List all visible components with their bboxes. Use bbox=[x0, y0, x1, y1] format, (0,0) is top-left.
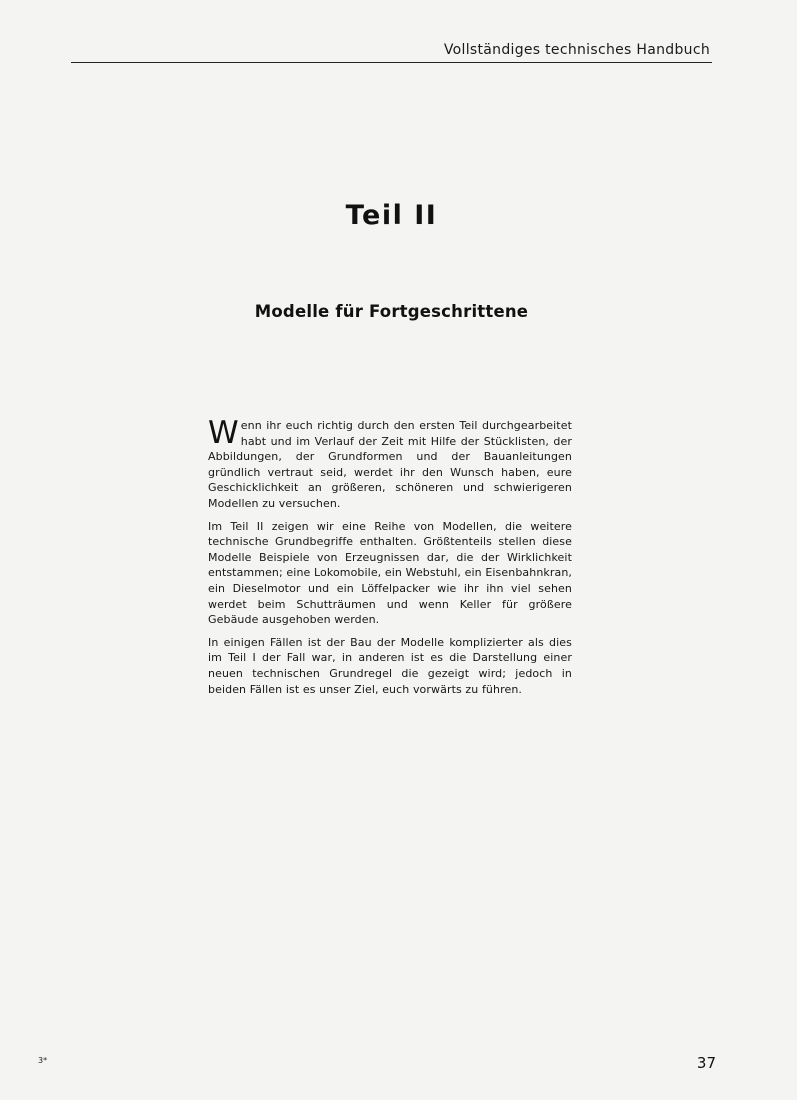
paragraph-intro bbox=[208, 415, 572, 512]
paragraph-goal: In einigen Fällen ist der Bau der Modelle komplizierter als dies im Teil I der Fall war, in anderen ist es die Darstellung einer neuen technischen Grundregel die gezeigt wird; jedoch in beiden Fällen ist es unser Ziel, euch vorwärts zu führen. bbox=[208, 635, 572, 696]
printer-signature-mark: 3* bbox=[38, 1056, 48, 1065]
header-rule bbox=[71, 62, 712, 63]
paragraph-intro-text: enn ihr euch richtig durch den ersten Teil durchgearbeitet habt und im Verlauf der Zeit mit Hilfe der Stücklisten, der Abbildungen, der Grundformen und der Bauanleitungen gründlich vertraut seid, werdet ihr den Wunsch haben, eure Geschicklichkeit an größeren, schöneren und schwierigeren Modellen zu versuchen. bbox=[208, 419, 572, 510]
part-subtitle: Modelle für Fortgeschrittene bbox=[254, 302, 529, 321]
part-title: Teil II bbox=[345, 200, 438, 231]
body-text bbox=[208, 415, 572, 697]
running-header-title: Vollständiges technisches Handbuch bbox=[443, 42, 710, 58]
paragraph-models: Im Teil II zeigen wir eine Reihe von Modellen, die weitere technische Grundbegriffe enthalten. Größtenteils stellen diese Modelle Beispiele von Erzeugnissen dar, die der Wirklichkeit entstammen; eine Lokomobile, ein Webstuhl, ein Eisenbahnkran, ein Dieselmotor und ein Löffelpacker wie ihr ihn viel sehen werdet beim Schutträumen und wenn Keller für größere Gebäude ausgehoben werden. bbox=[208, 519, 572, 627]
drop-cap: W bbox=[208, 415, 239, 451]
page-number: 37 bbox=[696, 1054, 716, 1072]
